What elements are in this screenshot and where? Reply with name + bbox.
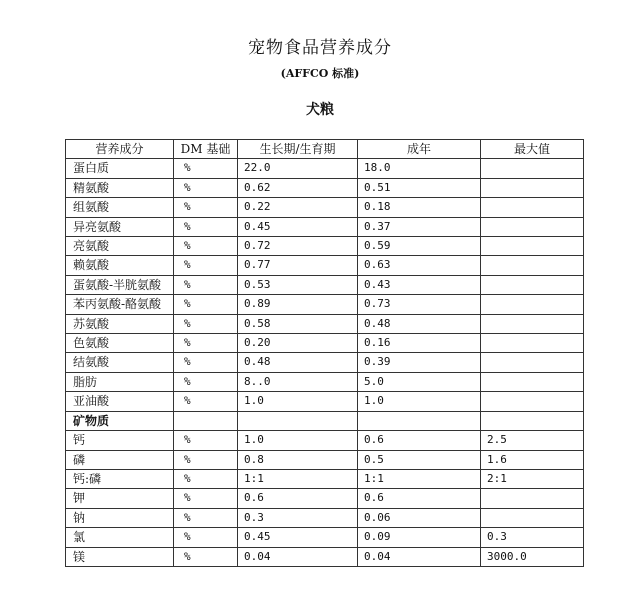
table-row bbox=[66, 489, 584, 508]
cell-unit: % bbox=[174, 353, 238, 372]
cell-nutrient-name: 赖氨酸 bbox=[66, 256, 174, 275]
cell-growth-value: 0.53 bbox=[238, 275, 358, 294]
table-row bbox=[66, 334, 584, 353]
table-row bbox=[66, 256, 584, 275]
cell-unit: % bbox=[174, 334, 238, 353]
cell-max-value bbox=[481, 275, 584, 294]
table-row bbox=[66, 372, 584, 391]
cell-unit: % bbox=[174, 295, 238, 314]
cell-nutrient-name: 苏氨酸 bbox=[66, 314, 174, 333]
cell-max-value bbox=[481, 392, 584, 411]
cell-adult-value: 0.06 bbox=[358, 508, 481, 527]
empty-cell bbox=[174, 411, 238, 430]
cell-nutrient-name: 苯丙氨酸-酪氨酸 bbox=[66, 295, 174, 314]
cell-adult-value: 0.73 bbox=[358, 295, 481, 314]
cell-nutrient-name: 亮氨酸 bbox=[66, 237, 174, 256]
cell-unit: % bbox=[174, 528, 238, 547]
table-row bbox=[66, 508, 584, 527]
cell-max-value bbox=[481, 508, 584, 527]
cell-max-value bbox=[481, 353, 584, 372]
cell-max-value bbox=[481, 256, 584, 275]
table-row bbox=[66, 237, 584, 256]
cell-unit: % bbox=[174, 217, 238, 236]
table-row bbox=[66, 275, 584, 294]
cell-max-value bbox=[481, 159, 584, 178]
document-title: 宠物食品营养成分 bbox=[248, 38, 392, 58]
cell-adult-value: 0.63 bbox=[358, 256, 481, 275]
cell-nutrient-name: 亚油酸 bbox=[66, 392, 174, 411]
cell-max-value bbox=[481, 314, 584, 333]
table-body bbox=[66, 159, 584, 567]
cell-nutrient-name: 结氨酸 bbox=[66, 353, 174, 372]
cell-unit: % bbox=[174, 489, 238, 508]
empty-cell bbox=[358, 411, 481, 430]
cell-unit: % bbox=[174, 431, 238, 450]
cell-adult-value: 5.0 bbox=[358, 372, 481, 391]
table-row bbox=[66, 178, 584, 197]
cell-adult-value: 0.16 bbox=[358, 334, 481, 353]
cell-unit: % bbox=[174, 392, 238, 411]
cell-growth-value: 0.6 bbox=[238, 489, 358, 508]
empty-cell bbox=[481, 411, 584, 430]
cell-unit: % bbox=[174, 275, 238, 294]
cell-adult-value: 0.59 bbox=[358, 237, 481, 256]
cell-growth-value: 0.20 bbox=[238, 334, 358, 353]
cell-max-value bbox=[481, 198, 584, 217]
group-label: 矿物质 bbox=[66, 411, 174, 430]
table-row bbox=[66, 528, 584, 547]
cell-nutrient-name: 钙:磷 bbox=[66, 469, 174, 488]
cell-max-value: 3000.0 bbox=[481, 547, 584, 566]
nutrition-table bbox=[65, 139, 584, 567]
cell-nutrient-name: 钙 bbox=[66, 431, 174, 450]
cell-max-value bbox=[481, 334, 584, 353]
cell-growth-value: 22.0 bbox=[238, 159, 358, 178]
cell-unit: % bbox=[174, 547, 238, 566]
cell-adult-value: 1.0 bbox=[358, 392, 481, 411]
cell-adult-value: 0.09 bbox=[358, 528, 481, 547]
cell-adult-value: 0.6 bbox=[358, 489, 481, 508]
cell-growth-value: 0.04 bbox=[238, 547, 358, 566]
cell-nutrient-name: 氯 bbox=[66, 528, 174, 547]
cell-unit: % bbox=[174, 159, 238, 178]
cell-nutrient-name: 色氨酸 bbox=[66, 334, 174, 353]
table-row bbox=[66, 431, 584, 450]
cell-growth-value: 1.0 bbox=[238, 392, 358, 411]
cell-max-value bbox=[481, 295, 584, 314]
cell-adult-value: 0.48 bbox=[358, 314, 481, 333]
cell-nutrient-name: 钾 bbox=[66, 489, 174, 508]
cell-nutrient-name: 蛋氨酸-半胱氨酸 bbox=[66, 275, 174, 294]
header-growth: 生长期/生育期 bbox=[238, 140, 358, 159]
cell-nutrient-name: 精氨酸 bbox=[66, 178, 174, 197]
cell-growth-value: 0.77 bbox=[238, 256, 358, 275]
cell-adult-value: 0.39 bbox=[358, 353, 481, 372]
cell-max-value: 0.3 bbox=[481, 528, 584, 547]
cell-adult-value: 0.43 bbox=[358, 275, 481, 294]
empty-cell bbox=[238, 411, 358, 430]
cell-adult-value: 0.5 bbox=[358, 450, 481, 469]
document-subtitle: (AFFCO 标准) bbox=[280, 67, 360, 80]
cell-growth-value: 0.3 bbox=[238, 508, 358, 527]
table-row bbox=[66, 198, 584, 217]
cell-growth-value: 1.0 bbox=[238, 431, 358, 450]
cell-adult-value: 18.0 bbox=[358, 159, 481, 178]
cell-adult-value: 0.37 bbox=[358, 217, 481, 236]
cell-adult-value: 0.04 bbox=[358, 547, 481, 566]
cell-max-value: 2.5 bbox=[481, 431, 584, 450]
cell-unit: % bbox=[174, 469, 238, 488]
cell-growth-value: 0.8 bbox=[238, 450, 358, 469]
cell-unit: % bbox=[174, 198, 238, 217]
cell-max-value: 2:1 bbox=[481, 469, 584, 488]
table-row bbox=[66, 314, 584, 333]
table-group-row bbox=[66, 411, 584, 430]
cell-nutrient-name: 钠 bbox=[66, 508, 174, 527]
table-header-row bbox=[66, 140, 584, 159]
header-max: 最大值 bbox=[481, 140, 584, 159]
cell-max-value bbox=[481, 217, 584, 236]
cell-nutrient-name: 脂肪 bbox=[66, 372, 174, 391]
cell-adult-value: 0.6 bbox=[358, 431, 481, 450]
table-row bbox=[66, 295, 584, 314]
cell-adult-value: 1:1 bbox=[358, 469, 481, 488]
table-row bbox=[66, 217, 584, 236]
cell-unit: % bbox=[174, 256, 238, 275]
cell-growth-value: 0.72 bbox=[238, 237, 358, 256]
cell-growth-value: 1:1 bbox=[238, 469, 358, 488]
cell-nutrient-name: 异亮氨酸 bbox=[66, 217, 174, 236]
table-row bbox=[66, 159, 584, 178]
cell-max-value: 1.6 bbox=[481, 450, 584, 469]
cell-max-value bbox=[481, 237, 584, 256]
table-row bbox=[66, 392, 584, 411]
cell-growth-value: 0.62 bbox=[238, 178, 358, 197]
cell-unit: % bbox=[174, 178, 238, 197]
cell-adult-value: 0.18 bbox=[358, 198, 481, 217]
cell-unit: % bbox=[174, 372, 238, 391]
header-adult: 成年 bbox=[358, 140, 481, 159]
cell-growth-value: 0.22 bbox=[238, 198, 358, 217]
table-row bbox=[66, 353, 584, 372]
cell-unit: % bbox=[174, 314, 238, 333]
cell-max-value bbox=[481, 489, 584, 508]
header-dm-basis: DM 基础 bbox=[174, 140, 238, 159]
cell-growth-value: 8..0 bbox=[238, 372, 358, 391]
header-nutrient: 营养成分 bbox=[66, 140, 174, 159]
cell-growth-value: 0.45 bbox=[238, 528, 358, 547]
section-heading: 犬粮 bbox=[306, 102, 334, 118]
table-row bbox=[66, 547, 584, 566]
cell-growth-value: 0.48 bbox=[238, 353, 358, 372]
cell-unit: % bbox=[174, 450, 238, 469]
table-row bbox=[66, 450, 584, 469]
table-row bbox=[66, 469, 584, 488]
cell-nutrient-name: 磷 bbox=[66, 450, 174, 469]
cell-unit: % bbox=[174, 508, 238, 527]
cell-max-value bbox=[481, 178, 584, 197]
cell-growth-value: 0.58 bbox=[238, 314, 358, 333]
cell-max-value bbox=[481, 372, 584, 391]
cell-nutrient-name: 镁 bbox=[66, 547, 174, 566]
cell-growth-value: 0.45 bbox=[238, 217, 358, 236]
cell-nutrient-name: 组氨酸 bbox=[66, 198, 174, 217]
cell-growth-value: 0.89 bbox=[238, 295, 358, 314]
cell-adult-value: 0.51 bbox=[358, 178, 481, 197]
cell-nutrient-name: 蛋白质 bbox=[66, 159, 174, 178]
cell-unit: % bbox=[174, 237, 238, 256]
